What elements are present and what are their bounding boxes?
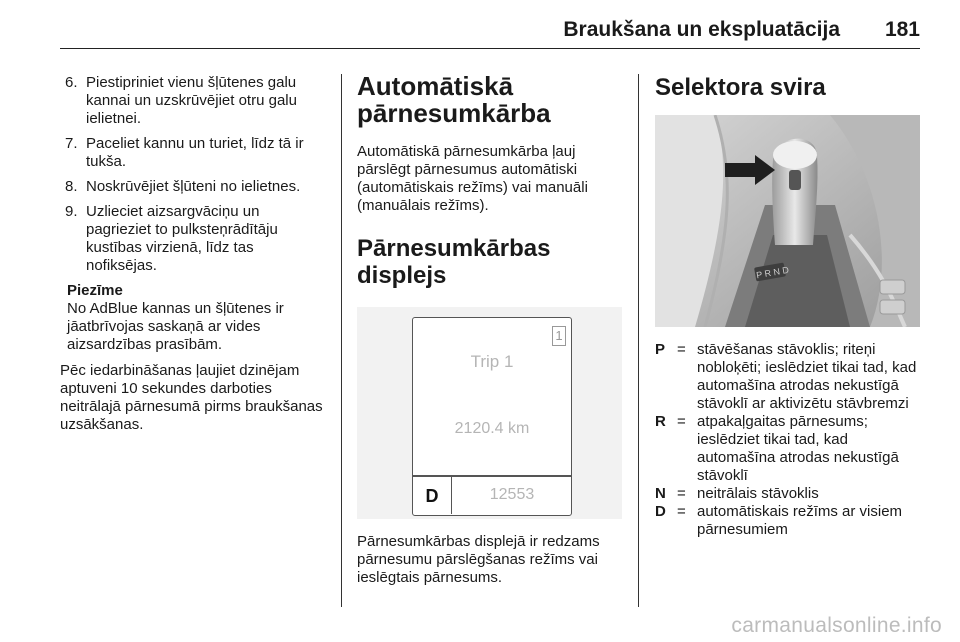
definition-item: [655, 341, 920, 413]
section-title: Selektora svira: [655, 74, 826, 101]
definition-equals: =: [677, 341, 686, 358]
definition-key: R: [655, 413, 666, 430]
definition-text: neitrālais stāvoklis: [697, 485, 819, 502]
note-body: No AdBlue kannas un šļūtenes ir jāatbrīvojas saskaņā ar vides aizsardzības prasībām.: [67, 300, 284, 353]
header-title: Braukšana un ekspluatācija: [563, 18, 840, 41]
definition-item: [655, 413, 920, 485]
body-paragraph: Pēc iedarbināšanas ļaujiet dzinējam aptuveni 10 sekundes darboties neitrālajā pārnesumā pirms braukšanas uzsākšanas.: [60, 362, 323, 433]
step-number: 9.: [65, 203, 78, 220]
gear-indicator: D: [425, 486, 439, 506]
definition-equals: =: [677, 413, 686, 430]
definition-item: [655, 503, 920, 539]
definition-text: stāvēšanas stāvoklis; riteņi nobloķēti; ieslēdziet tikai tad, kad automašīna atrodas nekustīgā stāvoklī ar aktivizētu stāvbremzi: [697, 341, 917, 412]
section-title: Automātiskā pārnesumkārba: [357, 71, 551, 128]
step-number: 8.: [65, 178, 78, 195]
trip-distance: 2120.4 km: [454, 420, 530, 437]
right-column: [655, 74, 920, 539]
watermark: carmanualsonline.info: [731, 614, 942, 637]
trip-label: Trip 1: [470, 352, 514, 371]
figure-caption: Pārnesumkārbas displejā ir redzams pārnesumu pārslēgšanas režīms vai ieslēgtais pārnesums.: [357, 533, 600, 586]
step-item: [60, 74, 325, 128]
definition-key: N: [655, 485, 666, 502]
odometer-value: 12553: [489, 486, 535, 503]
step-item: [60, 135, 325, 171]
transmission-display-figure: [357, 307, 622, 519]
step-number: 6.: [65, 74, 78, 91]
definition-key: P: [655, 341, 666, 358]
column-divider: [341, 74, 342, 607]
gear-cell: [413, 476, 452, 514]
definition-list: [655, 341, 920, 539]
page-header: [60, 14, 920, 49]
definition-key: D: [655, 503, 666, 520]
left-column: [60, 74, 325, 434]
step-text: Piestipriniet vienu šļūtenes galu kannai un uzskrūvējiet otru galu ielietnei.: [86, 74, 297, 127]
step-item: [60, 203, 325, 275]
page-number: 181: [884, 18, 920, 41]
step-text: Noskrūvējiet šļūteni no ielietnes.: [86, 178, 301, 195]
column-divider: [638, 74, 639, 607]
note-title: Piezīme: [67, 282, 123, 299]
subsection-title: Pārnesumkārbas displejs: [357, 235, 551, 289]
step-item: [60, 178, 325, 196]
definition-text: automātiskais režīms ar visiem pārnesumiem: [697, 503, 903, 538]
step-text: Uzlieciet aizsargvāciņu un pagrieziet to pulksteņrādītāju kustības virzienā, līdz tas nofiksējas.: [86, 203, 278, 274]
definition-equals: =: [677, 503, 686, 520]
svg-text:P R N D: P R N D: [755, 264, 790, 281]
definition-text: atpakaļgaitas pārnesums; ieslēdziet tikai tad, kad automašīna atrodas nekustīgā stāvoklī: [697, 413, 899, 484]
intro-paragraph: Automātiskā pārnesumkārba ļauj pārslēgt pārnesumus automātiski (automātiskais režīms) vai manuāli (manuālais režīms).: [357, 143, 588, 214]
step-number: 7.: [65, 135, 78, 152]
step-text: Paceliet kannu un turiet, līdz tā ir tukša.: [86, 135, 304, 170]
gear-selector-photo: [655, 115, 920, 327]
definition-item: [655, 485, 920, 503]
definition-equals: =: [677, 485, 686, 502]
middle-column: [357, 71, 622, 587]
page-number-icon: 1: [552, 326, 566, 346]
display-screen: [412, 317, 572, 516]
